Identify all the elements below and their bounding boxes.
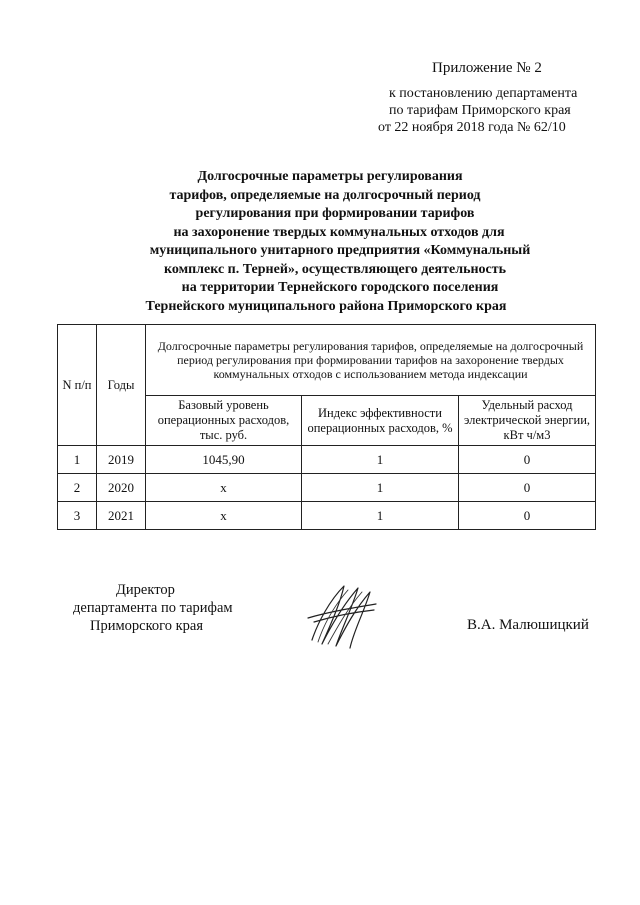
- cell-year: 2021: [97, 502, 146, 530]
- header-year: Годы: [97, 325, 146, 446]
- cell-number: 1: [58, 446, 97, 474]
- header-parameters-group: Долгосрочные параметры регулирования тарифов, определяемые на долгосрочный период регулирования при формировании тарифов на захоронение твердых коммунальных отходов с использованием метода индексации: [146, 325, 596, 396]
- cell-energy-consumption: 0: [459, 474, 596, 502]
- cell-base-expenses: х: [146, 474, 302, 502]
- handwritten-signature: [300, 578, 380, 654]
- appendix-reference-line: от 22 ноября 2018 года № 62/10: [378, 120, 566, 135]
- title-line: муниципального унитарного предприятия «Коммунальный: [149, 243, 531, 258]
- cell-year: 2020: [97, 474, 146, 502]
- cell-efficiency-index: 1: [302, 446, 459, 474]
- header-number: N п/п: [58, 325, 97, 446]
- parameters-table: [57, 324, 596, 530]
- signer-position-line: Директор: [116, 582, 175, 598]
- title-line: регулирования при формировании тарифов: [195, 206, 475, 221]
- signer-position-line: Приморского края: [90, 618, 204, 634]
- header-efficiency-index: Индекс эффективности операционных расходов, %: [302, 396, 459, 446]
- appendix-reference-line: по тарифам Приморского края: [389, 103, 571, 118]
- cell-energy-consumption: 0: [459, 502, 596, 530]
- table-row: [58, 446, 596, 474]
- table-row: [58, 474, 596, 502]
- cell-year: 2019: [97, 446, 146, 474]
- signer-position-line: департамента по тарифам: [73, 600, 233, 616]
- table-row: [58, 502, 596, 530]
- cell-efficiency-index: 1: [302, 474, 459, 502]
- appendix-reference-line: к постановлению департамента: [389, 86, 578, 101]
- title-line: комплекс п. Терней», осуществляющего деятельность: [163, 261, 507, 277]
- title-line: на захоронение твердых коммунальных отходов для: [173, 224, 505, 240]
- document-title: [0, 168, 640, 316]
- cell-number: 2: [58, 474, 97, 502]
- title-line: на территории Тернейского городского поселения: [181, 280, 499, 295]
- cell-number: 3: [58, 502, 97, 530]
- header-base-expenses: Базовый уровень операционных расходов, тыс. руб.: [146, 396, 302, 446]
- title-line: Тернейского муниципального района Приморского края: [145, 298, 507, 314]
- title-line: тарифов, определяемые на долгосрочный период: [169, 187, 481, 203]
- cell-energy-consumption: 0: [459, 446, 596, 474]
- signer-name: В.А. Малюшицкий: [467, 617, 589, 633]
- header-energy-consumption: Удельный расход электрической энергии, кВт ч/м3: [459, 396, 596, 446]
- cell-base-expenses: х: [146, 502, 302, 530]
- cell-efficiency-index: 1: [302, 502, 459, 530]
- title-line: Долгосрочные параметры регулирования: [197, 169, 463, 184]
- appendix-title: Приложение № 2: [432, 60, 542, 76]
- cell-base-expenses: 1045,90: [146, 446, 302, 474]
- table-header-row: [58, 325, 596, 396]
